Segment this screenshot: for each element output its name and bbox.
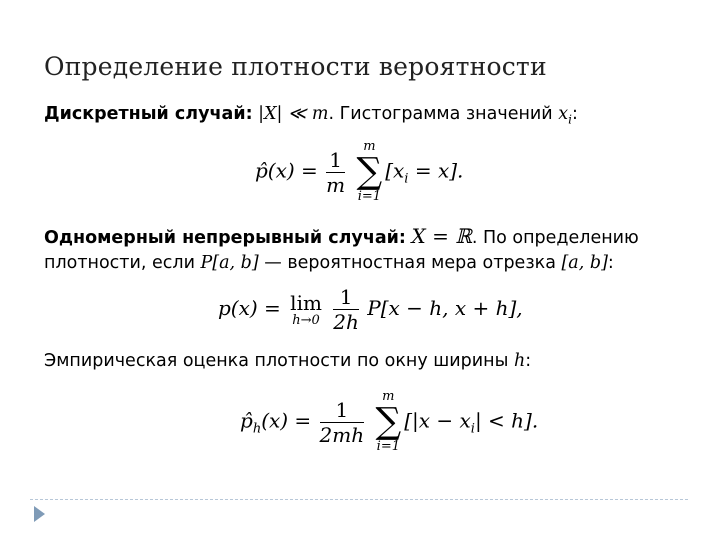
discrete-paragraph — [44, 104, 578, 127]
formula1-sum-sup: m — [363, 139, 376, 154]
empirical-colon: : — [525, 351, 532, 371]
continuous-line2-b: — вероятностная мера отрезка — [258, 253, 562, 273]
formula1-frac-den: m — [326, 172, 346, 197]
formula2-lim: lim — [290, 290, 322, 315]
formula1-body-end: = x]. — [408, 158, 464, 183]
empirical-text: Эмпирическая оценка плотности по окну ширины — [44, 351, 514, 371]
continuous-condition: X = ℝ — [411, 224, 472, 248]
formula1-body-sub: i — [404, 171, 409, 187]
formula3-sum — [375, 390, 401, 454]
formula1-fraction — [326, 149, 345, 196]
formula3-frac-num: 1 — [320, 399, 365, 423]
discrete-colon: : — [571, 104, 578, 124]
formula1-lhs: p̂(x) = — [255, 158, 318, 183]
formula2-frac-den: 2h — [333, 310, 359, 334]
continuous-line2-m2: [a, b] — [561, 253, 608, 273]
formula2-limit — [290, 292, 322, 328]
formula1-sum-sub: i=1 — [357, 189, 382, 204]
continuous-line2-m: P[a, b] — [200, 253, 259, 273]
discrete-var: x — [558, 104, 569, 124]
formula2-fraction — [333, 286, 359, 333]
formula-window-estimate — [240, 390, 538, 454]
empirical-var: h — [513, 351, 526, 371]
formula3-sum-sub: i=1 — [376, 439, 400, 454]
discrete-text: . Гистограмма значений — [328, 104, 559, 124]
continuous-paragraph-line1 — [44, 224, 639, 248]
formula-density-definition — [218, 286, 523, 333]
formula3-body-end: | < h]. — [474, 408, 539, 433]
footer-divider — [30, 499, 688, 500]
continuous-line2-a: плотности, если — [44, 253, 201, 273]
formula-histogram — [255, 140, 463, 204]
slide-title: Определение плотности вероятности — [44, 52, 547, 81]
continuous-label: Одномерный непрерывный случай: — [44, 228, 406, 248]
formula1-sigma: ∑ — [356, 151, 383, 192]
formula3-body: [|x − x — [404, 408, 471, 433]
formula3-sum-sup: m — [382, 389, 395, 404]
continuous-paragraph-line2 — [44, 253, 614, 273]
formula1-body: [x — [385, 158, 405, 183]
discrete-condition: |X| ≪ m — [258, 104, 329, 124]
formula1-sum — [357, 140, 383, 204]
formula2-body: P[x − h, x + h], — [367, 296, 523, 320]
formula3-fraction — [320, 399, 365, 446]
formula1-frac-num: 1 — [326, 149, 345, 173]
formula2-frac-num: 1 — [333, 286, 359, 310]
formula3-sigma: ∑ — [375, 401, 402, 442]
continuous-line2-c: : — [607, 253, 614, 273]
formula3-lhs-end: (x) = — [261, 408, 312, 433]
triangle-right-icon — [34, 506, 45, 522]
continuous-text: . По определению — [471, 228, 639, 248]
discrete-var-sub: i — [568, 112, 572, 127]
discrete-label: Дискретный случай: — [44, 104, 253, 124]
formula3-body-sub: i — [470, 421, 475, 437]
formula3-frac-den: 2mh — [319, 422, 365, 447]
formula2-lhs: p(x) = — [218, 296, 281, 320]
formula3-lhs-sub: h — [252, 421, 262, 437]
formula3-lhs: p̂ — [240, 408, 253, 433]
formula2-lim-sub: h→0 — [292, 312, 320, 328]
empirical-paragraph — [44, 351, 531, 371]
